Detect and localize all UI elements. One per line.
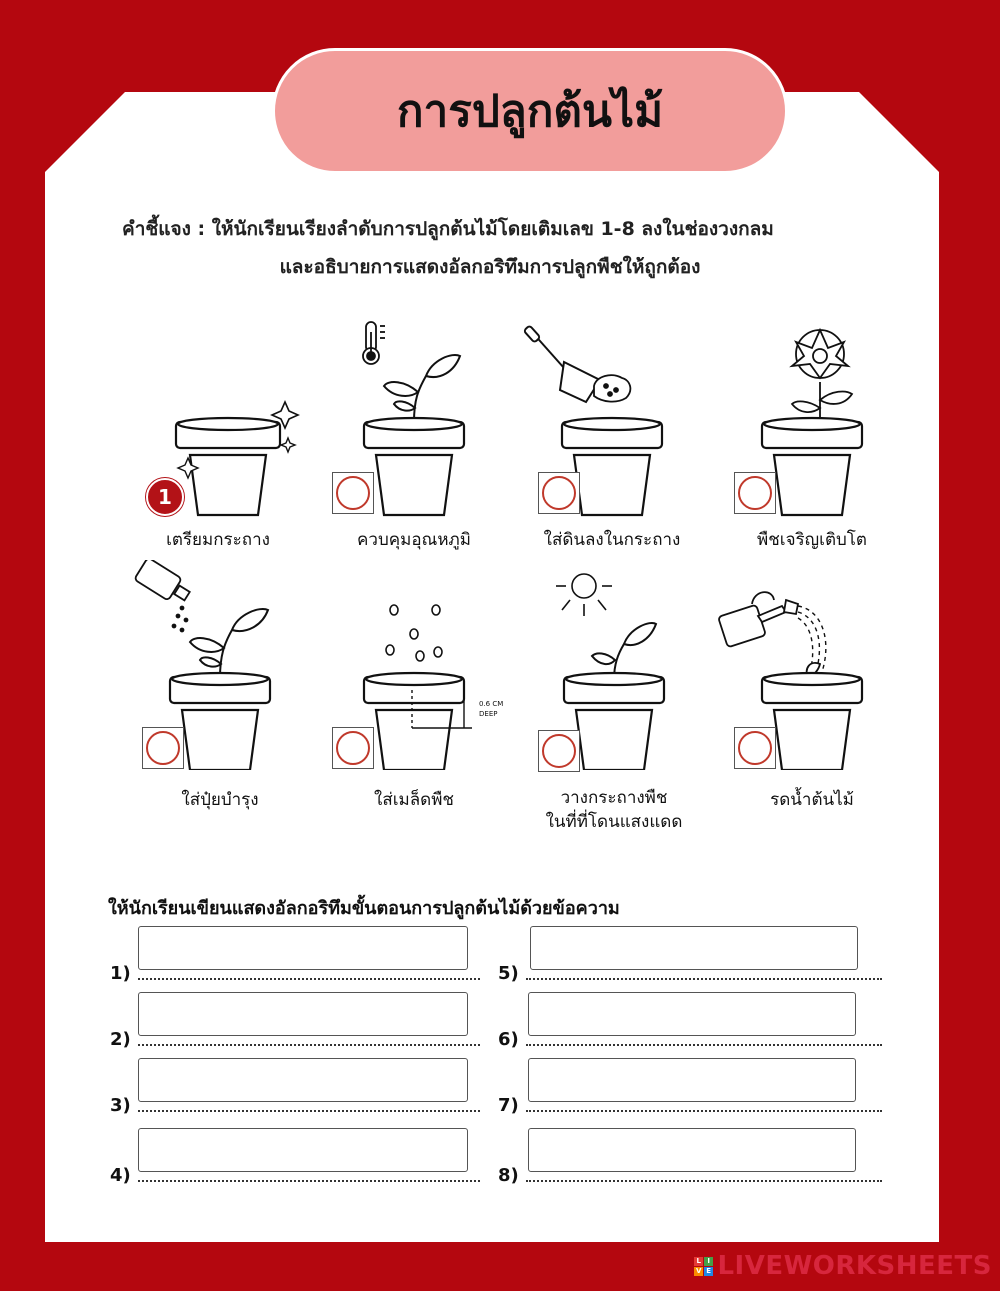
row-number: 5) — [498, 963, 519, 984]
step-label: รดน้ำต้นไม้ — [770, 790, 854, 810]
order-answer-circle[interactable] — [734, 472, 786, 524]
step-add-soil — [512, 320, 712, 560]
row-number: 3) — [110, 1095, 131, 1116]
liveworksheets-logo[interactable] — [694, 1251, 992, 1281]
depth-annotation: DEEP — [479, 710, 498, 718]
step-label: พืชเจริญเติบโต — [757, 530, 867, 550]
step-water-plant — [712, 560, 912, 810]
trowel-icon — [524, 325, 600, 402]
step-plant-grows — [712, 320, 912, 560]
fertilizer-bottle-icon — [134, 560, 190, 632]
answer-textbox[interactable] — [528, 992, 856, 1036]
writing-title: ให้นักเรียนเขียนแสดงอัลกอริทึมขั้นตอนการปลูกต้นไม้ด้วยข้อความ — [108, 898, 620, 919]
step-label-line1: วางกระถางพืช — [560, 788, 668, 808]
answer-textbox[interactable] — [138, 1128, 468, 1172]
title-banner — [272, 48, 788, 174]
answer-row-4 — [110, 1128, 480, 1188]
answer-textbox[interactable] — [138, 992, 468, 1036]
answer-row-7 — [498, 1058, 882, 1118]
answer-textbox[interactable] — [138, 926, 468, 970]
step-number-badge: 1 — [146, 478, 184, 516]
brand-icon: L I V E — [695, 1256, 712, 1275]
answer-row-6 — [498, 992, 882, 1052]
order-answer-circle[interactable] — [332, 727, 384, 779]
answer-row-8 — [498, 1128, 882, 1188]
sprout-icon — [384, 355, 460, 422]
row-number: 8) — [498, 1165, 519, 1186]
step-label — [514, 786, 714, 834]
sun-icon — [556, 574, 612, 616]
water-stream-icon — [798, 606, 826, 672]
row-number: 7) — [498, 1095, 519, 1116]
depth-annotation: 0.6 CM — [479, 700, 504, 708]
step-add-fertilizer — [120, 560, 320, 810]
order-answer-circle[interactable] — [332, 472, 384, 524]
watering-can-icon — [718, 592, 798, 647]
page-title: การปลูกต้นไม้ — [396, 86, 664, 137]
answer-textbox[interactable] — [528, 1058, 856, 1102]
flower-icon — [792, 330, 852, 420]
step-label: ควบคุมอุณหภูมิ — [357, 530, 471, 550]
instructions-line2: และอธิบายการแสดงอัลกอริทึมการปลูกพืชให้ถูกต้อง — [279, 256, 701, 278]
answer-row-1 — [110, 926, 480, 986]
order-answer-circle[interactable] — [734, 727, 786, 779]
answer-row-3 — [110, 1058, 480, 1118]
order-answer-circle[interactable] — [538, 730, 590, 782]
answer-textbox[interactable] — [138, 1058, 468, 1102]
answer-textbox[interactable] — [530, 926, 858, 970]
seeds-icon — [386, 605, 442, 661]
row-number: 6) — [498, 1029, 519, 1050]
instructions-line1: คำชี้แจง : ให้นักเรียนเรียงลำดับการปลูกต้นไม้โดยเติมเลข 1-8 ลงในช่องวงกลม — [122, 218, 774, 240]
step-add-seeds — [314, 560, 514, 810]
step-control-temperature — [314, 320, 514, 560]
sprout-icon — [592, 623, 656, 680]
sprout-icon — [190, 609, 268, 678]
step-label-line2: ในที่ที่โดนแสงแดด — [545, 812, 683, 832]
step-label: ใส่ปุ๋ยบำรุง — [181, 790, 259, 810]
brand-name: LIVEWORKSHEETS — [717, 1251, 992, 1281]
thermometer-icon — [363, 322, 385, 364]
order-answer-circle[interactable] — [142, 727, 194, 779]
row-number: 4) — [110, 1165, 131, 1186]
row-number: 2) — [110, 1029, 131, 1050]
step-prepare-pot — [118, 320, 318, 560]
answer-textbox[interactable] — [528, 1128, 856, 1172]
step-label: เตรียมกระถาง — [166, 530, 270, 550]
step-place-in-sunlight — [514, 560, 714, 832]
answer-row-2 — [110, 992, 480, 1052]
instructions — [80, 210, 900, 286]
step-label: ใส่เมล็ดพืช — [374, 790, 454, 810]
order-answer-circle[interactable] — [538, 472, 590, 524]
step-label: ใส่ดินลงในกระถาง — [543, 530, 681, 550]
answer-row-5 — [498, 926, 882, 986]
row-number: 1) — [110, 963, 131, 984]
soil-icon — [594, 375, 630, 401]
